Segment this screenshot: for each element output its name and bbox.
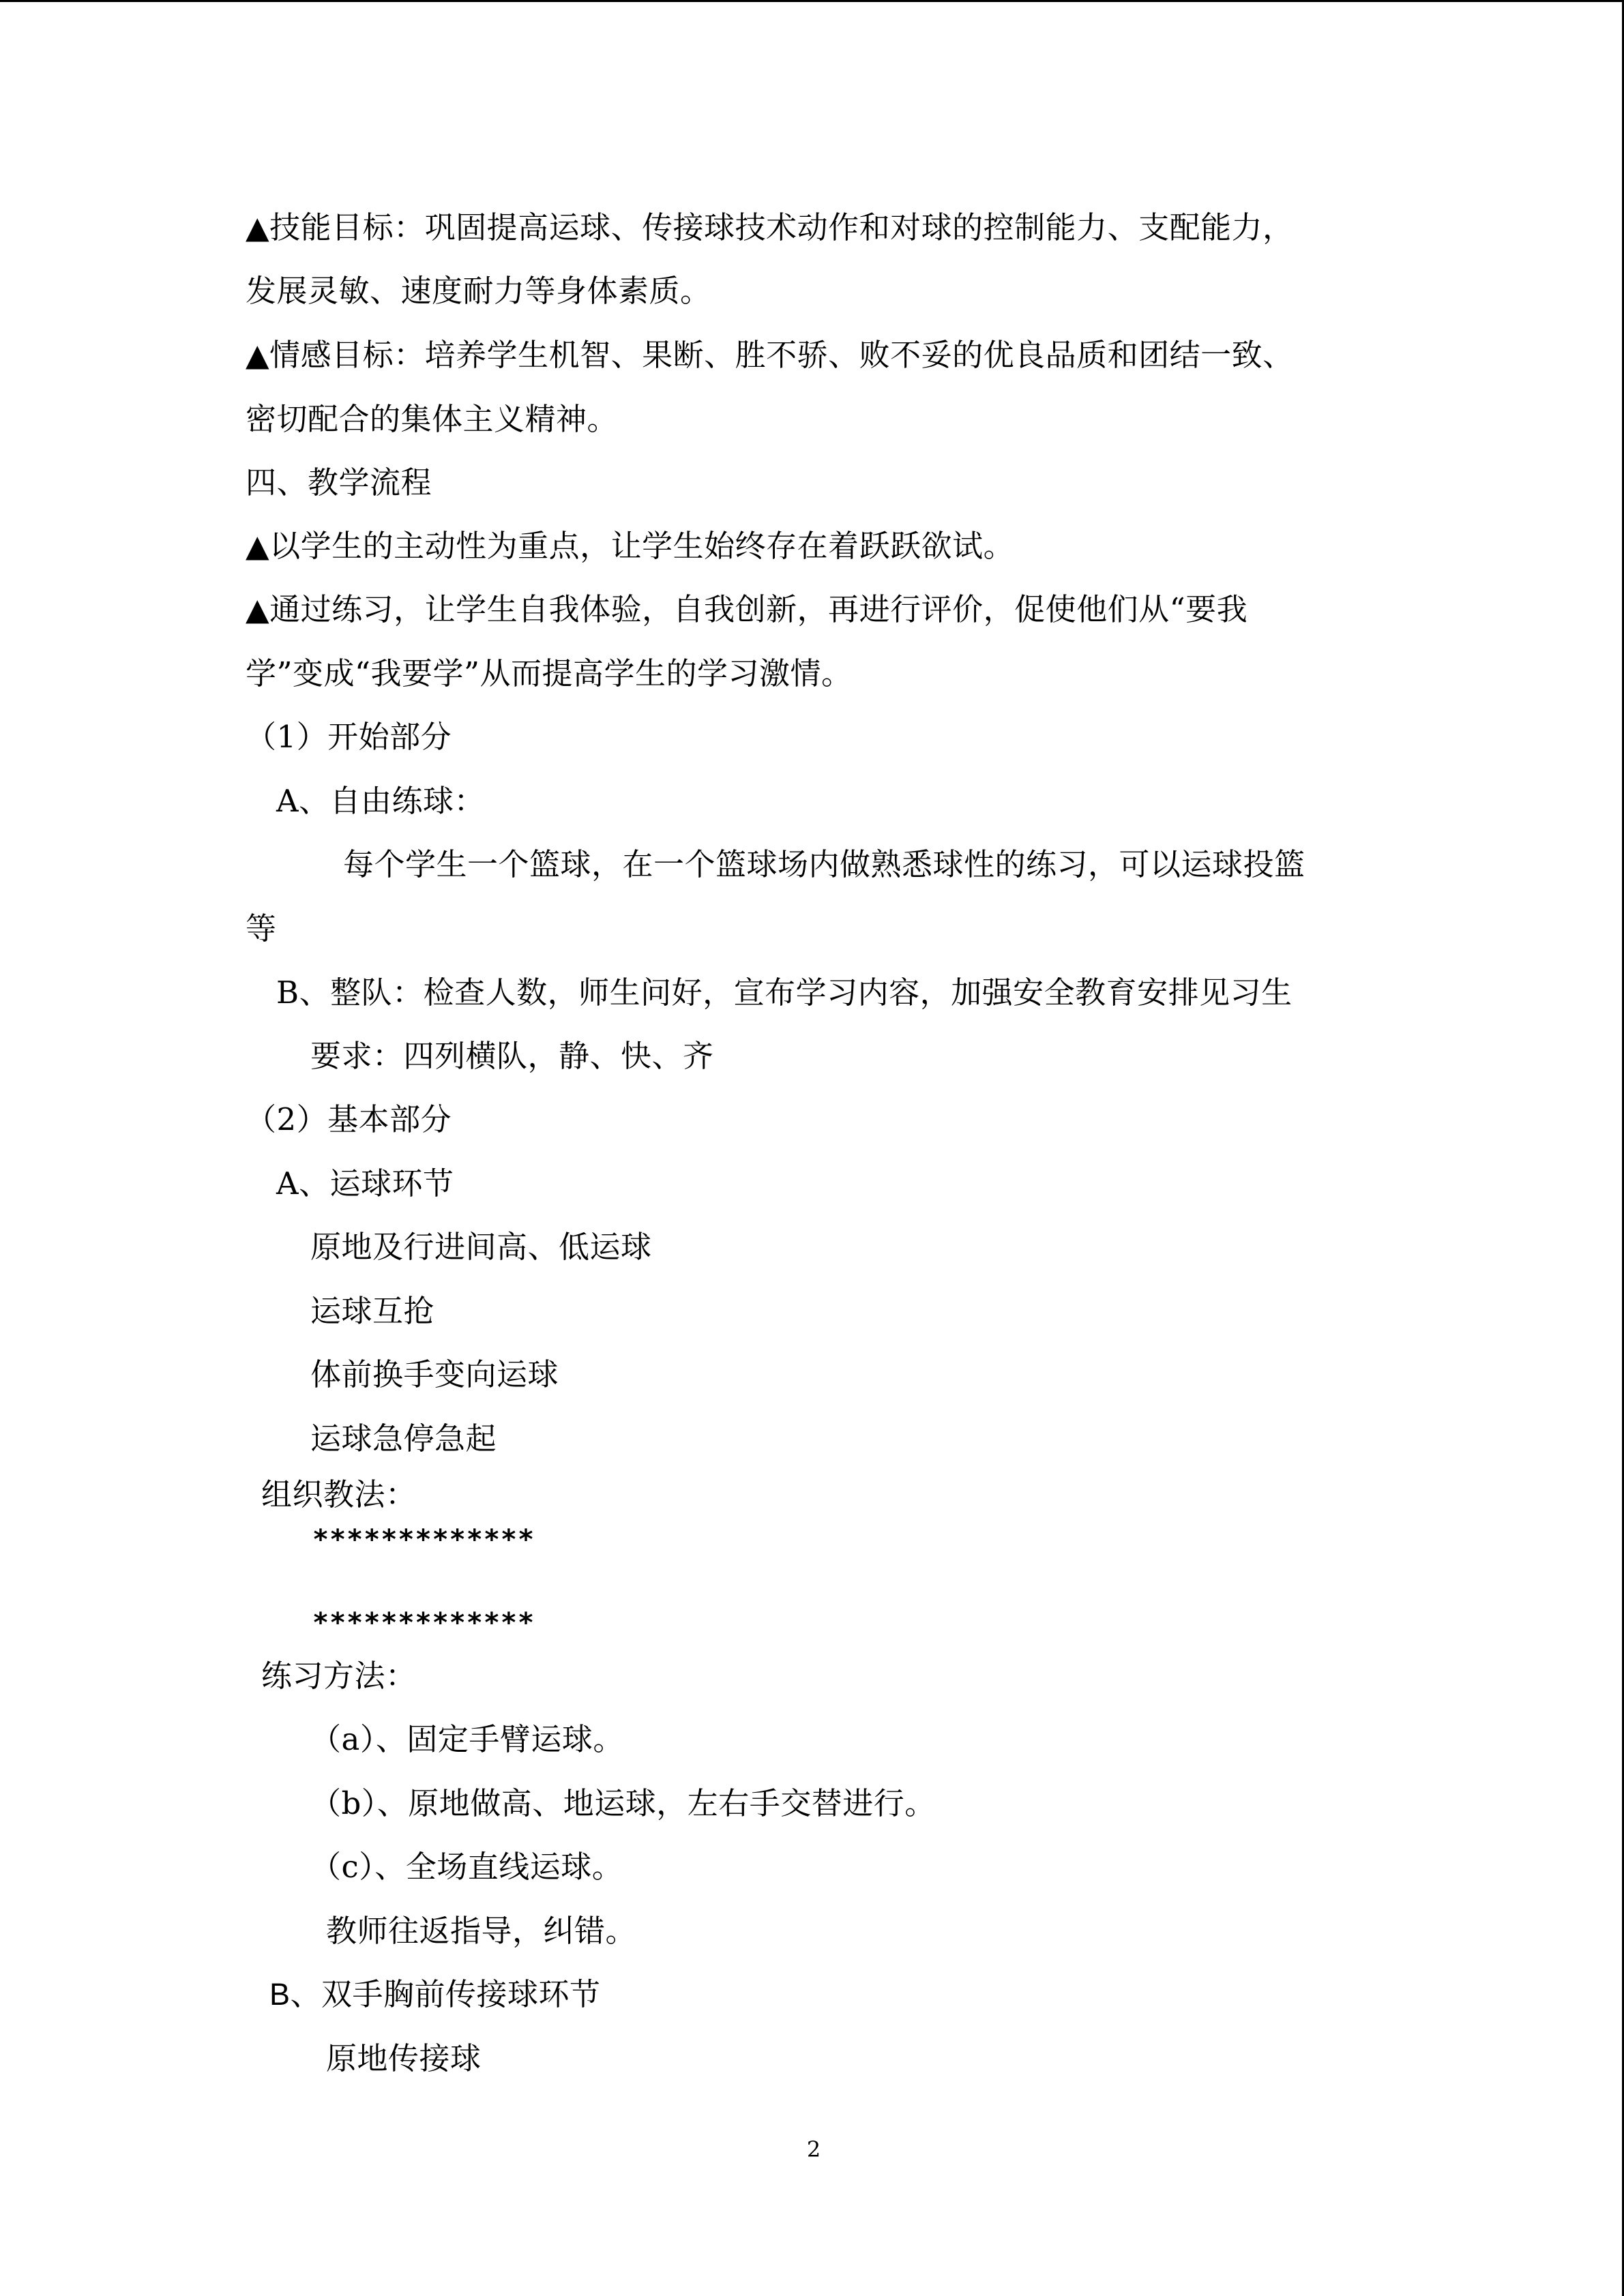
part-1-item-b-requirement: 要求：四列横队，静、快、齐 [310,1038,714,1074]
part-1-item-b: B、整队：检查人数，师生问好，宣布学习内容，加强安全教育安排见习生 [276,974,1293,1011]
dribble-drill-1: 原地及行进间高、低运球 [310,1229,652,1265]
part-1-item-a-desc-line-2: 等 [246,910,277,946]
dribble-drill-3: 体前换手变向运球 [310,1356,559,1392]
formation-row-2: ************* [312,1607,535,1639]
part-1-heading: （1）开始部分 [246,719,452,755]
top-border [0,0,1624,2]
formation-row-1: ************* [312,1524,535,1555]
dribble-drill-2: 运球互抢 [310,1293,435,1329]
part-2-item-a: A、运球环节 [276,1165,454,1202]
practice-method-b: （b）、原地做高、地运球，左右手交替进行。 [310,1785,936,1821]
flow-point-2-line-2: 学”变成“我要学”从而提高学生的学习激情。 [246,655,853,691]
emotion-goal-line-2: 密切配合的集体主义精神。 [246,401,619,437]
practice-method-label: 练习方法： [261,1658,417,1694]
skill-goal-line-2: 发展灵敏、速度耐力等身体素质。 [246,273,711,309]
part-1-item-a: A、自由练球： [276,783,485,819]
page-number: 2 [806,2136,821,2162]
organization-method-label: 组织教法： [261,1476,417,1512]
skill-goal-line-1: ▲技能目标：巩固提高运球、传接球技术动作和对球的控制能力、支配能力， [246,209,1294,245]
part-2-item-b-text: 、双手胸前传接球环节 [290,1976,601,2012]
part-2-item-b-prefix: B [269,1977,291,2012]
practice-method-a: （a）、固定手臂运球。 [310,1721,624,1757]
flow-point-2-line-1: ▲通过练习，让学生自我体验，自我创新，再进行评价，促使他们从“要我 [246,591,1248,627]
teacher-guidance: 教师往返指导，纠错。 [326,1913,637,1949]
practice-method-c: （c）、全场直线运球。 [310,1849,623,1885]
passing-drill-1: 原地传接球 [326,2040,482,2076]
flow-point-1: ▲以学生的主动性为重点，让学生始终存在着跃跃欲试。 [246,528,1015,564]
emotion-goal-line-1: ▲情感目标：培养学生机智、果断、胜不骄、败不妥的优良品质和团结一致、 [246,337,1294,373]
part-2-item-b [269,1976,601,2014]
dribble-drill-4: 运球急停急起 [310,1420,497,1457]
part-2-heading: （2）基本部分 [246,1101,452,1137]
part-1-item-a-desc-line-1: 每个学生一个篮球，在一个篮球场内做熟悉球性的练习，可以运球投篮 [343,846,1305,882]
section-heading-teaching-flow: 四、教学流程 [246,464,432,501]
